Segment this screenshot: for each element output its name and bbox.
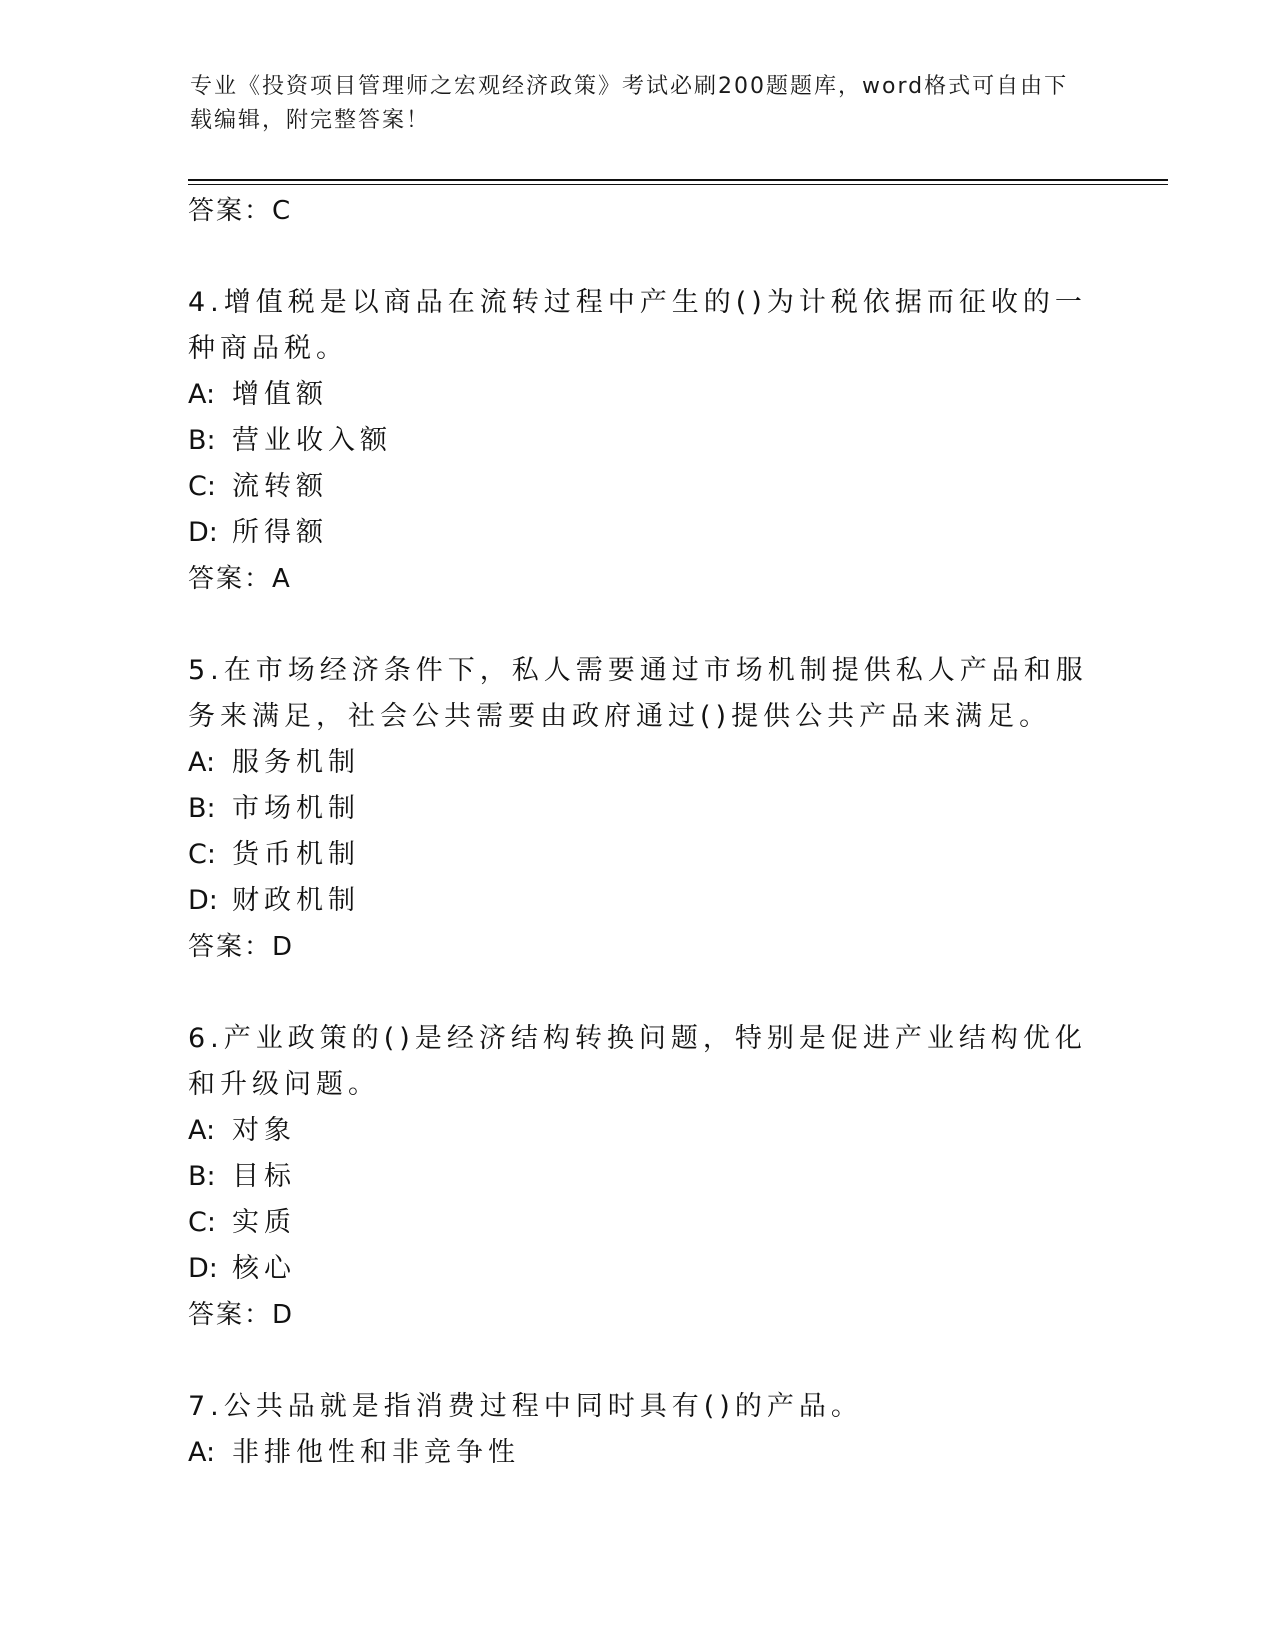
option-a: [188, 372, 1088, 418]
answer-line: [188, 924, 1088, 970]
option-text: 所得额: [232, 517, 328, 548]
answer-line: [188, 188, 1088, 234]
option-key: C:: [188, 471, 216, 502]
option-a: [188, 740, 1088, 786]
option-text: 货币机制: [232, 839, 360, 870]
answer-value: A: [272, 564, 291, 594]
option-d: [188, 878, 1088, 924]
answer-value: D: [272, 1300, 294, 1330]
answer-label: 答案：: [188, 196, 273, 226]
option-key: C:: [188, 1207, 216, 1238]
option-text: 市场机制: [232, 793, 360, 824]
option-text: 营业收入额: [232, 425, 392, 456]
option-b: [188, 418, 1088, 464]
option-key: A:: [188, 747, 216, 778]
option-text: 核心: [232, 1253, 296, 1284]
option-text: 增值额: [232, 379, 328, 410]
option-key: B:: [188, 425, 216, 456]
option-text: 实质: [232, 1207, 296, 1238]
option-key: D:: [188, 1253, 218, 1284]
option-b: [188, 786, 1088, 832]
question-text: 6.产业政策的()是经济结构转换问题，特别是促进产业结构优化和升级问题。: [188, 1023, 1087, 1100]
answer-label: 答案：: [188, 564, 273, 594]
answer-label: 答案：: [188, 1300, 273, 1330]
option-key: B:: [188, 1161, 216, 1192]
header-divider-thick: [188, 179, 1168, 181]
answer-line: [188, 1292, 1088, 1338]
option-text: 目标: [232, 1161, 296, 1192]
option-text: 财政机制: [232, 885, 360, 916]
question-text: 7.公共品就是指消费过程中同时具有()的产品。: [188, 1391, 863, 1422]
option-text: 服务机制: [232, 747, 360, 778]
option-text: 非排他性和非竞争性: [232, 1437, 520, 1468]
option-c: [188, 832, 1088, 878]
answer-value: C: [272, 196, 292, 226]
option-key: B:: [188, 793, 216, 824]
option-a: [188, 1430, 1088, 1476]
option-d: [188, 510, 1088, 556]
option-c: [188, 464, 1088, 510]
answer-value: D: [272, 932, 294, 962]
question-list: [188, 188, 1088, 1476]
answer-line: [188, 556, 1088, 602]
option-text: 流转额: [232, 471, 328, 502]
question-text: 4.增值税是以商品在流转过程中产生的()为计税依据而征收的一种商品税。: [188, 287, 1087, 364]
option-key: D:: [188, 885, 218, 916]
header-divider-thin: [188, 184, 1168, 185]
document-header: 专业《投资项目管理师之宏观经济政策》考试必刷200题题库，word格式可自由下载编辑，附完整答案！: [190, 74, 1069, 133]
option-key: C:: [188, 839, 216, 870]
question-text: 5.在市场经济条件下，私人需要通过市场机制提供私人产品和服务来满足，社会公共需要由政府通过()提供公共产品来满足。: [188, 655, 1088, 732]
option-text: 对象: [232, 1115, 296, 1146]
option-a: [188, 1108, 1088, 1154]
option-b: [188, 1154, 1088, 1200]
option-key: A:: [188, 1437, 216, 1468]
option-key: A:: [188, 379, 216, 410]
answer-label: 答案：: [188, 932, 273, 962]
option-key: A:: [188, 1115, 216, 1146]
option-key: D:: [188, 517, 218, 548]
option-d: [188, 1246, 1088, 1292]
option-c: [188, 1200, 1088, 1246]
